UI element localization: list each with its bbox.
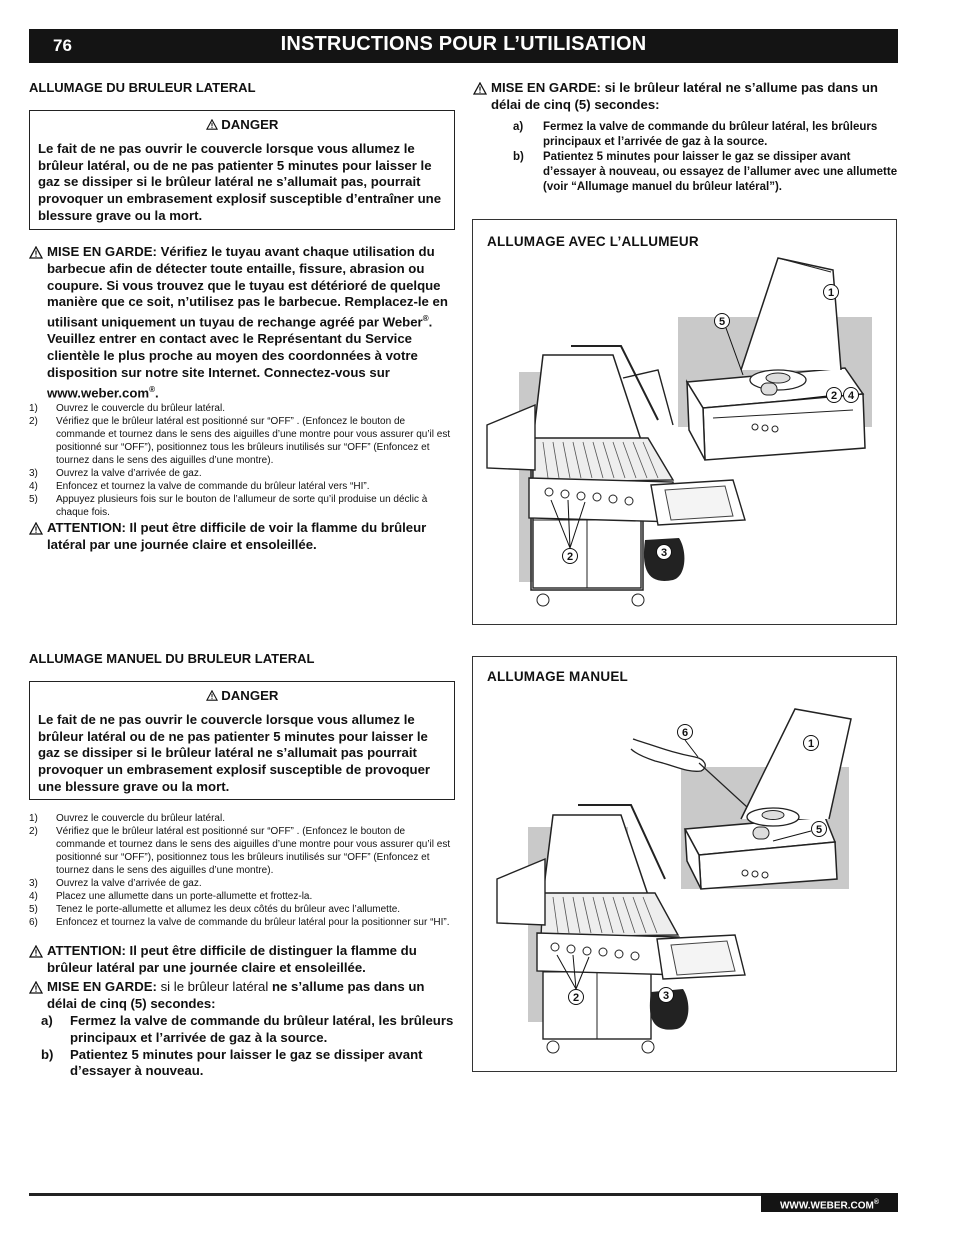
callout-4: 4 [847, 390, 855, 402]
grill-illustration-manual [473, 657, 898, 1073]
callout-2: 2 [572, 992, 580, 1004]
steps-list-1 [29, 402, 457, 519]
warning-hose: MISE EN GARDE: Vérifiez le tuyau avant chaque utilisation du barbecue afin de détecter toute entaille, fissure, abrasion ou coupure. Si vous trouvez que le tuyau est détérioré de quelque manière que ce soit, n’utilisez pas le barbecue. Remplacez-le en utilisant uniquement un tuyau de rechange agréé par Weber®. Veuillez entrer en contact avec le Représentant du Service clientèle le plus proche au moyen des coordonnées à votre disposition sur notre site Internet. Connectez-vous sur www.weber.com®. [29, 244, 457, 402]
callout-3: 3 [662, 990, 670, 1002]
warning-no-ignite-2: MISE EN GARDE: si le brûleur latéral ne s’allume pas dans un délai de cinq (5) secondes: [29, 979, 457, 1013]
list-item: b) Patientez 5 minutes pour laisser le gaz se dissiper avant d’essayer à nouveau, ou essayez de l’allumer avec une allumette (voir “Allumage manuel du brûleur latéral”). [513, 151, 898, 193]
warning-no-ignite-1: MISE EN GARDE: si le brûleur latéral ne s’allume pas dans un délai de cinq (5) secondes: [473, 80, 898, 114]
list-item: a) Fermez la valve de commande du brûleur latéral, les brûleurs principaux et l’arrivée de gaz à la source. [513, 121, 878, 148]
list-item: 1) Ouvrez le couvercle du brûleur latéral. [29, 403, 225, 414]
danger-box [29, 110, 455, 230]
list-item: 5) Tenez le porte-allumette et allumez les deux côtés du brûleur avec l’allumette. [29, 904, 401, 915]
page-header [29, 29, 898, 63]
list-item: b) Patientez 5 minutes pour laisser le gaz se dissiper avant d’essayer à nouveau. [41, 1046, 423, 1079]
list-item: 6) Enfoncez et tournez la valve de commande du brûleur latéral pour la positionner sur “HI”. [29, 917, 450, 928]
danger-box-2 [29, 681, 455, 800]
list-item: 3) Ouvrez la valve d’arrivée de gaz. [29, 878, 202, 889]
steps-list-2 [29, 812, 457, 929]
callout-2: 2 [830, 390, 838, 402]
list-item: 2) Vérifiez que le brûleur latéral est positionné sur “OFF” . (Enfoncez le bouton de commande et tournez dans le sens des aiguilles d’une montre pour vous assurer qu’il est positionné sur “OFF”), positionnez tous les brûleurs inutilisés sur “OFF” (Enfoncez et tournez dans le sens des aiguilles d’une montre). [29, 826, 451, 876]
warning-icon [29, 981, 43, 994]
warning-icon [29, 945, 43, 958]
list-item: 2) Vérifiez que le brûleur latéral est positionné sur “OFF” . (Enfoncez le bouton de commande et tournez dans le sens des aiguilles d’une montre pour vous assurer qu’il est positionné sur “OFF”), positionnez tous les brûleurs inutilisés sur “OFF” (Enfoncez et tournez dans le sens des aiguilles d’une montre). [29, 416, 451, 466]
warning-icon [473, 82, 487, 95]
warning-icon [206, 690, 218, 701]
section-heading-manual: ALLUMAGE MANUEL DU BRULEUR LATERAL [29, 651, 315, 666]
grill-illustration [473, 220, 898, 626]
warning-icon [29, 522, 43, 535]
footer-url[interactable]: WWW.WEBER.COM® [761, 1193, 898, 1212]
danger-title: DANGER [38, 688, 446, 705]
page-number: 76 [53, 36, 72, 55]
danger-text: Le fait de ne pas ouvrir le couvercle lorsque vous allumez le brûleur latéral, ou de ne pas patienter 5 minutes pour laisser le gaz se dissiper si le brûleur latéral ne s’allumait pas, pourrait provoquer un embrasement explosif susceptible d’entraîner une blessure grave ou la mort. [38, 140, 442, 223]
substeps-1 [513, 120, 898, 195]
attention-note-1: ATTENTION: Il peut être difficile de voir la flamme du brûleur latéral par une journée claire et ensoleillée. [29, 520, 457, 554]
callout-1: 1 [827, 287, 835, 299]
callout-5: 5 [718, 316, 726, 328]
attention-note-2: ATTENTION: Il peut être difficile de distinguer la flamme du brûleur latéral par une journée claire et ensoleillée. [29, 943, 457, 977]
list-item: 1) Ouvrez le couvercle du brûleur latéral. [29, 813, 225, 824]
figure-igniter [472, 219, 897, 625]
section-heading-lateral: ALLUMAGE DU BRULEUR LATERAL [29, 80, 256, 95]
list-item: 4) Placez une allumette dans un porte-allumette et frottez-la. [29, 891, 313, 902]
callout-2-knobs: 2 [566, 551, 574, 563]
page-title: INSTRUCTIONS POUR L’UTILISATION [280, 33, 647, 55]
list-item: 3) Ouvrez la valve d’arrivée de gaz. [29, 468, 202, 479]
substeps-2 [29, 1013, 457, 1080]
warning-icon [29, 246, 43, 259]
danger-title: DANGER [38, 117, 446, 134]
callout-3: 3 [660, 547, 668, 559]
figure-title: ALLUMAGE MANUEL [487, 669, 628, 684]
callout-1: 1 [807, 738, 815, 750]
list-item: 4) Enfoncez et tournez la valve de commande du brûleur latéral vers “HI”. [29, 481, 370, 492]
list-item: a) Fermez la valve de commande du brûleur latéral, les brûleurs principaux et l’arrivée de gaz à la source. [41, 1013, 454, 1045]
callout-6: 6 [681, 727, 689, 739]
danger-text: Le fait de ne pas ouvrir le couvercle lorsque vous allumez le brûleur latéral ou de ne pas patienter 5 minutes pour laisser le gaz se dissiper si le brûleur latéral ne s’allumait pas pourrait provoquer un embrasement explosif susceptible de provoquer une blessure grave ou la mort. [38, 711, 431, 794]
figure-manual [472, 656, 897, 1072]
list-item: 5) Appuyez plusieurs fois sur le bouton de l’allumeur de sorte qu’il produise un déclic à chaque fois. [29, 494, 428, 518]
figure-title: ALLUMAGE AVEC L’ALLUMEUR [487, 234, 699, 249]
warning-icon [206, 119, 218, 130]
callout-5: 5 [815, 824, 823, 836]
